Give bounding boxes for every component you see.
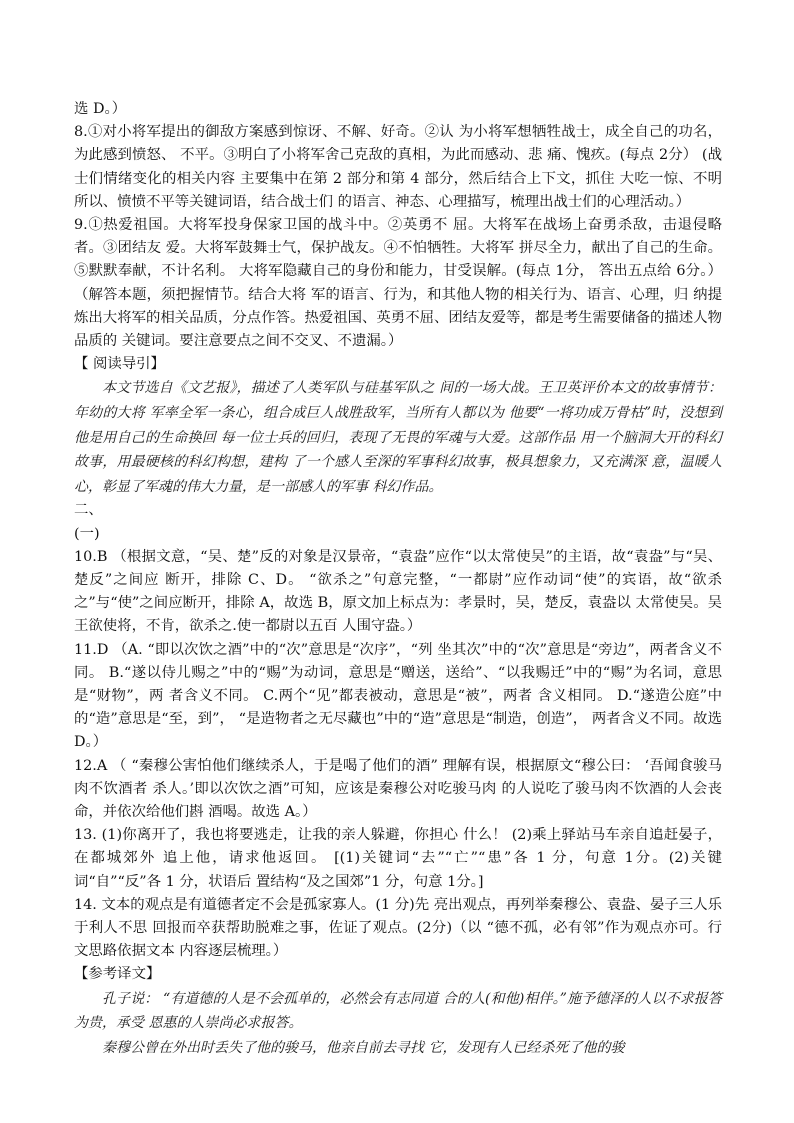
answer-8: 8.①对小将军提出的御敌方案感到惊讶、不解、好奇。②认 为小将军想牺牲战士，成全自己的功名，为此感到愤怒、 不平。③明白了小将军舍己克敌的真相，为此而感动、悲 痛、愧疚。(每点 2分） (战士们情绪变化的相关内容 主要集中在第 2 部分和第 4 部分，然后结合上下文，抓住 大吃一惊、不明所以、愤愤不平等关键词语，结合战士们 的语言、神态、心理描写，梳理出战士们的心理活动。）	[74, 124, 722, 210]
section-2-sub-heading: (一)	[74, 525, 100, 542]
answer-9: 9.①热爱祖国。大将军投身保家卫国的战斗中。②英勇不 屈。大将军在战场上奋勇杀敌，击退侵略者。③团结友 爱。大将军鼓舞士气，保护战友。④不怕牺牲。大将军 拼尽全力，献出了自己的生命。⑤默默奉献，不计名利。 大将军隐藏自己的身份和能力，甘受误解。(每点 1分， 答出五点给 6分。）（解答本题，须把握情节。结合大将 军的语言、行为，和其他人物的相关行为、语言、心理，归 纳提炼出大将军的相关品质，分点作答。热爱祖国、英勇不屈、团结友爱等，都是考生需要储备的描述人物品质的 关键词。要注意要点之间不交叉、不遗漏。）	[74, 217, 722, 350]
reading-guide-title: 【 阅读导引】	[74, 356, 165, 373]
document-page	[74, 98, 722, 1060]
answer-12: 12.A （ “秦穆公害怕他们继续杀人，于是喝了他们的酒” 理解有误，根据原文“穆公曰： ‘吾闻食骏马肉不饮酒者 杀人。’即以次饮之酒”可知，应该是秦穆公对吃骏马肉 的人说吃了骏马肉不饮酒的人会丧命，并依次给他们斟 酒喝。故选 A。）	[74, 757, 722, 821]
reference-translation-p2: 秦穆公曾在外出时丢失了他的骏马，他亲自前去寻找 它，发现有人已经杀死了他的骏	[102, 1039, 625, 1056]
reference-translation-title: 【参考译文】	[74, 966, 161, 983]
answer-14: 14. 文本的观点是有道德者定不会是孤家寡人。(1 分)先 亮出观点，再列举秦穆公、袁盎、晏子三人乐于利人不思 回报而卒获帮助脱难之事，佐证了观点。(2分)（以 “德不孤，必有邻”作为观点亦可。行文思路依据文本 内容逐层梳理。）	[74, 896, 722, 960]
answer-10: 10.B （根据文意，“吴、楚”反的对象是汉景帝，“袁盎”应作“以太常使吴”的主语，故“袁盎”与“吴、楚反”之间应 断开，排除 C、D。 “欲杀之”句意完整，“一都尉”应作动词“使”的宾语，故“欲杀之”与“使”之间应断开，排除 A，故选 B，原文加上标点为：孝景时，吴，楚反，袁盎以 太常使吴。吴王欲使将，不肯，欲杀之.使一都尉以五百 人围守盎。）	[74, 548, 722, 635]
section-2-heading: 二、	[74, 502, 103, 519]
answer-7-tail: 选 D。）	[74, 101, 127, 117]
reference-translation-p1: 孔子说： “有道德的人是不会孤单的，必然会有志同道 合的人(和他)相伴。”施予德泽的人以不求报答为贵，承受 恩惠的人崇尚必求报答。	[74, 990, 722, 1032]
reading-guide-body: 本文节选自《文艺报》，描述了人类军队与硅基军队之 间的一场大战。王卫英评价本文的故事情节：年幼的大将 军率全军一条心，组合成巨人战胜敌军，当所有人都以为 他要“一将功成万骨枯”时，没想到他是用自己的生命换回 每一位士兵的回归，表现了无畏的军魂与大爱。这部作品 用一个脑洞大开的科幻故事，用最硬核的科幻构想，建构 了一个感人至深的军事科幻故事，极具想象力，又充满深 意，温暖人心，彰显了军魂的伟大力量，是一部感人的军事 科幻作品。	[74, 380, 722, 495]
answer-11: 11.D （A. “即以次饮之酒”中的“次”意思是“次序”，“列 坐其次”中的“次”意思是“旁边”，两者含义不同。 B.“遂以侍儿赐之”中的“赐”为动词，意思是“赠送，送给”、“以我赐迁”中的“赐”为名词，意思是“财物”，两 者含义不同。 C.两个“见”都表被动，意思是“被”，两者 含义相同。 D.“遂造公庭”中的“造”意思是“至，到”， “是造物者之无尽藏也”中的“造”意思是“制造，创造”， 两者含义不同。故选 D。）	[74, 641, 722, 751]
answer-13: 13. (1)你离开了，我也将要逃走，让我的亲人躲避，你担心 什么！ (2)乘上驿站马车亲自追赶晏子，在都城郊外 追上他，请求他返回。 [(1)关键词“去”“亡”“患”各 1 分，句意 1分。(2)关键词“自”“反”各 1 分，状语后 置结构“及之国郊”1 分，句意 1分。]	[74, 827, 722, 890]
